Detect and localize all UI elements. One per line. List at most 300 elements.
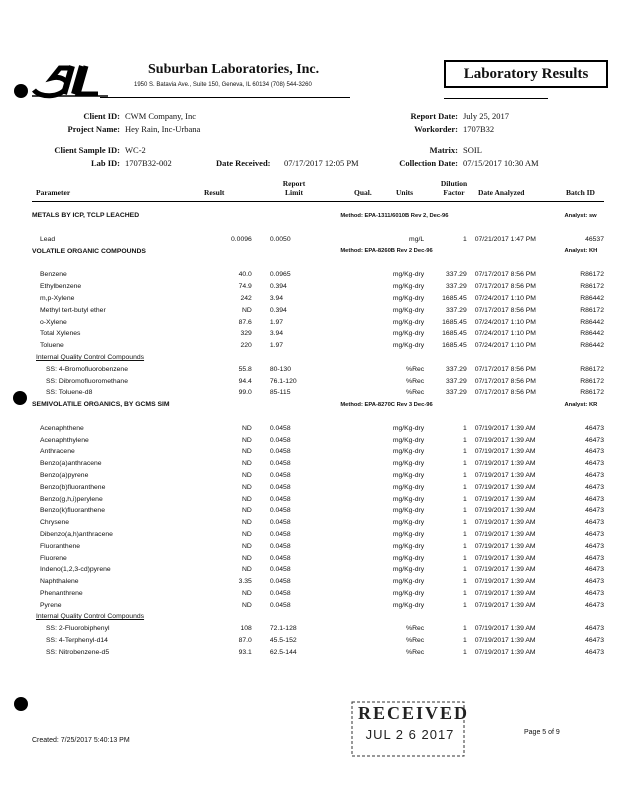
section-analyst: Analyst: sw: [564, 212, 597, 219]
section-name: VOLATILE ORGANIC COMPOUNDS: [32, 247, 146, 255]
qual-cell: [340, 269, 372, 281]
col-qual: Qual.: [354, 188, 372, 197]
qual-cell: [340, 304, 372, 316]
table-row: [32, 576, 604, 588]
lab-name: Suburban Laboratories, Inc.: [148, 62, 320, 77]
parameter-cell: Benzo(a)anthracene: [40, 460, 102, 468]
parameter-cell: Indeno(1,2,3-cd)pyrene: [40, 566, 111, 574]
batch-id-cell: R86442: [580, 342, 604, 350]
date-analyzed-cell: 07/19/2017 1:39 AM: [474, 578, 536, 586]
table-row: [32, 646, 604, 658]
matrix-label: Matrix:: [429, 145, 458, 155]
section-header: [32, 210, 604, 222]
qual-cell: [340, 375, 372, 387]
report-date-value: July 25, 2017: [463, 111, 510, 121]
date-analyzed-cell: 07/19/2017 1:39 AM: [474, 601, 536, 609]
parameter-cell: m,p-Xylene: [40, 294, 75, 302]
batch-id-cell: 46473: [585, 471, 604, 479]
parameter-cell: Benzo(b)fluoranthene: [40, 483, 106, 491]
table-row: [32, 234, 604, 246]
dilution-cell: 1: [462, 648, 467, 656]
date-analyzed-cell: 07/17/2017 8:56 PM: [474, 365, 536, 373]
parameter-cell: Total Xylenes: [40, 330, 81, 338]
dilution-cell: 1: [462, 424, 467, 432]
report-limit-cell: 0.0458: [269, 436, 291, 444]
report-limit-cell: 0.0458: [269, 495, 291, 503]
col-units: Units: [396, 188, 414, 197]
dilution-cell: 1: [462, 460, 467, 468]
parameter-cell: Fluorene: [40, 554, 67, 562]
units-cell: mg/Kg-dry: [392, 530, 425, 538]
section-method: Method: EPA-8260B Rev 2 Dec-96: [340, 248, 433, 255]
date-analyzed-cell: 07/17/2017 8:56 PM: [474, 271, 536, 279]
result-cell: ND: [241, 601, 252, 609]
result-cell: 329: [240, 330, 252, 338]
lab-id-label: Lab ID:: [90, 158, 120, 168]
date-analyzed-cell: 07/21/2017 1:47 PM: [474, 235, 536, 243]
batch-id-cell: R86172: [580, 283, 604, 291]
result-cell: ND: [241, 507, 252, 515]
date-received-value: 07/17/2017 12:05 PM: [284, 158, 359, 168]
col-batch-id: Batch ID: [566, 188, 595, 197]
units-cell: mg/Kg-dry: [392, 318, 425, 326]
parameter-cell: Dibenzo(a,h)anthracene: [40, 530, 113, 538]
header-rule: [32, 201, 604, 202]
result-cell: ND: [241, 554, 252, 562]
parameter-cell: SS: Nitrobenzene-d5: [46, 648, 110, 656]
report-limit-cell: 0.0458: [269, 566, 291, 574]
report-limit-cell: 0.0458: [269, 471, 291, 479]
client-id-value: CWM Company, Inc: [125, 111, 196, 121]
batch-id-cell: 46473: [585, 519, 604, 527]
result-cell: 242: [240, 294, 252, 302]
batch-id-cell: R86442: [580, 318, 604, 326]
report-limit-cell: 0.0458: [269, 507, 291, 515]
table-row: [32, 505, 604, 517]
report-limit-cell: 76.1-120: [269, 377, 297, 385]
table-row: [32, 552, 604, 564]
table-row: [32, 470, 604, 482]
dilution-cell: 337.29: [445, 365, 467, 373]
units-cell: %Rec: [406, 377, 425, 385]
batch-id-cell: R86172: [580, 389, 604, 397]
date-analyzed-cell: 07/19/2017 1:39 AM: [474, 589, 536, 597]
col-date-analyzed: Date Analyzed: [478, 188, 525, 197]
units-cell: mg/Kg-dry: [392, 542, 425, 550]
parameter-cell: Benzo(k)fluoranthene: [40, 507, 105, 515]
date-analyzed-cell: 07/19/2017 1:39 AM: [474, 554, 536, 562]
report-limit-cell: 0.0458: [269, 601, 291, 609]
batch-id-cell: R86442: [580, 330, 604, 338]
batch-id-cell: 46537: [585, 235, 604, 243]
table-row: [32, 328, 604, 340]
dilution-cell: 337.29: [445, 377, 467, 385]
project-name-value: Hey Rain, Inc-Urbana: [125, 124, 201, 134]
lab-logo-icon: [30, 60, 110, 100]
dilution-cell: 1: [462, 637, 467, 645]
batch-id-cell: R86172: [580, 271, 604, 279]
report-limit-cell: 0.0458: [269, 530, 291, 538]
table-row: [32, 517, 604, 529]
section-header: [32, 245, 604, 257]
section-method: Method: EPA-1311/6010B Rev 2, Dec-96: [340, 212, 449, 219]
units-cell: mg/Kg-dry: [392, 601, 425, 609]
qual-cell: [340, 293, 372, 305]
report-limit-cell: 0.0458: [269, 589, 291, 597]
qual-cell: [340, 564, 372, 576]
result-cell: ND: [241, 519, 252, 527]
spacer-cell: [32, 411, 604, 423]
client-sample-id-label: Client Sample ID:: [54, 145, 120, 155]
qual-cell: [340, 623, 372, 635]
client-sample-id-value: WC-2: [125, 145, 146, 155]
table-row: [32, 422, 604, 434]
result-cell: 74.9: [238, 283, 252, 291]
qual-cell: [340, 529, 372, 541]
date-analyzed-cell: 07/19/2017 1:39 AM: [474, 424, 536, 432]
table-row: [32, 316, 604, 328]
dilution-cell: 1: [462, 578, 467, 586]
qual-cell: [340, 552, 372, 564]
qual-cell: [340, 281, 372, 293]
batch-id-cell: 46473: [585, 566, 604, 574]
table-row: [32, 481, 604, 493]
workorder-label: Workorder:: [414, 124, 458, 134]
table-row: [32, 446, 604, 458]
table-row: [32, 540, 604, 552]
report-title: Laboratory Results: [444, 60, 608, 88]
units-cell: mg/Kg-dry: [392, 460, 425, 468]
report-limit-cell: 0.0458: [269, 519, 291, 527]
qual-cell: [340, 481, 372, 493]
project-name-label: Project Name:: [67, 124, 120, 134]
report-limit-cell: 0.0458: [269, 424, 291, 432]
units-cell: mg/Kg-dry: [392, 507, 425, 515]
date-analyzed-cell: 07/24/2017 1:10 PM: [474, 342, 536, 350]
batch-id-cell: R86172: [580, 377, 604, 385]
dilution-cell: 1: [462, 566, 467, 574]
report-limit-cell: 0.0050: [269, 235, 291, 243]
result-cell: ND: [241, 460, 252, 468]
units-cell: mg/Kg-dry: [392, 483, 425, 491]
qual-cell: [340, 470, 372, 482]
report-limit-cell: 72.1-128: [269, 625, 297, 633]
qual-cell: [340, 234, 372, 246]
units-cell: mg/Kg-dry: [392, 342, 425, 350]
units-cell: mg/Kg-dry: [392, 519, 425, 527]
report-limit-cell: 80-130: [269, 365, 291, 373]
result-cell: ND: [241, 306, 252, 314]
date-analyzed-cell: 07/24/2017 1:10 PM: [474, 294, 536, 302]
parameter-cell: Naphthalene: [40, 578, 79, 586]
qual-cell: [340, 646, 372, 658]
qc-label: Internal Quality Control Compounds: [36, 353, 145, 361]
report-date-label: Report Date:: [410, 111, 458, 121]
table-row: [32, 599, 604, 611]
qual-cell: [340, 635, 372, 647]
spacer-row: [32, 411, 604, 423]
dilution-cell: 337.29: [445, 283, 467, 291]
spacer-cell: [32, 222, 604, 234]
result-cell: ND: [241, 424, 252, 432]
units-cell: mg/Kg-dry: [392, 566, 425, 574]
table-row: [32, 623, 604, 635]
collection-date-label: Collection Date:: [399, 158, 458, 168]
parameter-cell: Benzene: [40, 271, 67, 279]
date-analyzed-cell: 07/19/2017 1:39 AM: [474, 637, 536, 645]
dilution-cell: 1: [462, 448, 467, 456]
qual-cell: [340, 588, 372, 600]
result-cell: 93.1: [238, 648, 252, 656]
parameter-cell: Chrysene: [40, 519, 70, 527]
qual-cell: [340, 422, 372, 434]
date-analyzed-cell: 07/19/2017 1:39 AM: [474, 530, 536, 538]
section-name: METALS BY ICP, TCLP LEACHED: [32, 212, 140, 220]
dilution-cell: 1: [462, 436, 467, 444]
units-cell: mg/Kg-dry: [392, 424, 425, 432]
report-limit-cell: 1.97: [269, 318, 284, 326]
batch-id-cell: 46473: [585, 589, 604, 597]
parameter-cell: Toluene: [40, 342, 64, 350]
dilution-cell: 1685.45: [442, 318, 467, 326]
units-cell: mg/Kg-dry: [392, 448, 425, 456]
units-cell: mg/Kg-dry: [392, 294, 425, 302]
qual-cell: [340, 446, 372, 458]
spacer-row: [32, 222, 604, 234]
units-cell: mg/Kg-dry: [392, 271, 425, 279]
table-row: [32, 635, 604, 647]
units-cell: %Rec: [406, 389, 425, 397]
qual-cell: [340, 458, 372, 470]
qual-cell: [340, 434, 372, 446]
date-analyzed-cell: 07/19/2017 1:39 AM: [474, 566, 536, 574]
result-cell: 99.0: [238, 389, 252, 397]
parameter-cell: SS: Dibromofluoromethane: [46, 377, 128, 385]
parameter-cell: Pyrene: [40, 601, 62, 609]
batch-id-cell: 46473: [585, 507, 604, 515]
qual-cell: [340, 505, 372, 517]
table-row: [32, 588, 604, 600]
dilution-cell: 337.29: [445, 389, 467, 397]
date-analyzed-cell: 07/19/2017 1:39 AM: [474, 483, 536, 491]
batch-id-cell: 46473: [585, 530, 604, 538]
result-cell: ND: [241, 542, 252, 550]
section-analyst: Analyst: KR: [564, 401, 598, 408]
table-row: [32, 434, 604, 446]
parameter-cell: SS: 2-Fluorobiphenyl: [46, 625, 110, 633]
report-limit-cell: 62.5-144: [269, 648, 297, 656]
units-cell: mg/Kg-dry: [392, 554, 425, 562]
result-cell: 40.0: [238, 271, 252, 279]
result-cell: 0.0096: [231, 235, 252, 243]
section-analyst: Analyst: KH: [564, 248, 598, 255]
result-cell: 108: [240, 625, 252, 633]
date-analyzed-cell: 07/19/2017 1:39 AM: [474, 542, 536, 550]
lab-address: 1950 S. Batavia Ave., Suite 150, Geneva, IL 60134 (708) 544-3260: [134, 82, 312, 88]
result-cell: ND: [241, 471, 252, 479]
dilution-cell: 1: [462, 519, 467, 527]
date-analyzed-cell: 07/19/2017 1:39 AM: [474, 625, 536, 633]
batch-id-cell: R86442: [580, 294, 604, 302]
result-cell: 3.35: [238, 578, 252, 586]
report-limit-cell: 1.97: [269, 342, 284, 350]
col-result: Result: [204, 188, 225, 197]
dilution-cell: 1685.45: [442, 330, 467, 338]
date-analyzed-cell: 07/24/2017 1:10 PM: [474, 330, 536, 338]
qual-cell: [340, 576, 372, 588]
date-analyzed-cell: 07/19/2017 1:39 AM: [474, 460, 536, 468]
lab-id-value: 1707B32-002: [125, 158, 172, 168]
report-limit-cell: 0.0458: [269, 542, 291, 550]
stamp-date: JUL 2 6 2017: [365, 727, 455, 742]
units-cell: mg/L: [409, 235, 425, 243]
qual-cell: [340, 493, 372, 505]
result-cell: ND: [241, 530, 252, 538]
units-cell: mg/Kg-dry: [392, 578, 425, 586]
spacer-cell: [32, 257, 604, 269]
result-cell: 220: [240, 342, 252, 350]
parameter-cell: Ethylbenzene: [40, 283, 82, 291]
dilution-cell: 1: [462, 471, 467, 479]
units-cell: %Rec: [406, 365, 425, 373]
batch-id-cell: 46473: [585, 483, 604, 491]
result-cell: 87.0: [238, 637, 252, 645]
report-limit-cell: 3.94: [269, 330, 284, 338]
report-limit-cell: 0.0458: [269, 578, 291, 586]
punch-hole-middle: [13, 391, 27, 405]
parameter-cell: Acenaphthene: [40, 424, 84, 432]
table-row: [32, 281, 604, 293]
parameter-cell: Phenanthrene: [40, 589, 83, 597]
date-analyzed-cell: 07/19/2017 1:39 AM: [474, 648, 536, 656]
qual-cell: [340, 328, 372, 340]
result-cell: 94.4: [238, 377, 252, 385]
dilution-cell: 1: [462, 530, 467, 538]
dilution-cell: 1: [462, 542, 467, 550]
parameter-cell: SS: 4-Terphenyl-d14: [46, 637, 108, 645]
result-cell: ND: [241, 589, 252, 597]
units-cell: mg/Kg-dry: [392, 436, 425, 444]
col-parameter: Parameter: [36, 188, 71, 197]
date-analyzed-cell: 07/17/2017 8:56 PM: [474, 389, 536, 397]
parameter-cell: o-Xylene: [40, 318, 67, 326]
parameter-cell: Fluoranthene: [40, 542, 81, 550]
batch-id-cell: 46473: [585, 578, 604, 586]
units-cell: mg/Kg-dry: [392, 283, 425, 291]
result-cell: ND: [241, 448, 252, 456]
table-row: [32, 529, 604, 541]
batch-id-cell: R86172: [580, 365, 604, 373]
qc-label: Internal Quality Control Compounds: [36, 613, 145, 621]
page-number: Page 5 of 9: [524, 729, 560, 736]
spacer-row: [32, 257, 604, 269]
col-dilution-factor: Dilution Factor: [440, 179, 468, 197]
dilution-cell: 1: [462, 589, 467, 597]
report-limit-cell: 0.394: [269, 283, 287, 291]
section-header: [32, 399, 604, 411]
dilution-cell: 1: [462, 495, 467, 503]
batch-id-cell: 46473: [585, 542, 604, 550]
table-row: [32, 363, 604, 375]
date-analyzed-cell: 07/19/2017 1:39 AM: [474, 507, 536, 515]
dilution-cell: 1685.45: [442, 294, 467, 302]
dilution-cell: 337.29: [445, 271, 467, 279]
units-cell: %Rec: [406, 625, 425, 633]
collection-date-value: 07/15/2017 10:30 AM: [463, 158, 539, 168]
section-name: SEMIVOLATILE ORGANICS, BY GCMS SIM: [32, 401, 170, 409]
table-row: [32, 387, 604, 399]
date-analyzed-cell: 07/24/2017 1:10 PM: [474, 318, 536, 326]
report-limit-cell: 0.0458: [269, 460, 291, 468]
parameter-cell: SS: 4-Bromofluorobenzene: [46, 365, 128, 373]
batch-id-cell: 46473: [585, 637, 604, 645]
table-row: [32, 269, 604, 281]
batch-id-cell: 46473: [585, 601, 604, 609]
qual-cell: [340, 340, 372, 352]
units-cell: %Rec: [406, 648, 425, 656]
matrix-value: SOIL: [463, 145, 482, 155]
report-limit-cell: 0.0458: [269, 483, 291, 491]
qual-cell: [340, 387, 372, 399]
units-cell: mg/Kg-dry: [392, 330, 425, 338]
qual-cell: [340, 316, 372, 328]
batch-id-cell: 46473: [585, 625, 604, 633]
table-row: [32, 304, 604, 316]
report-limit-cell: 0.0458: [269, 448, 291, 456]
batch-id-cell: 46473: [585, 648, 604, 656]
dilution-cell: 337.29: [445, 306, 467, 314]
date-analyzed-cell: 07/19/2017 1:39 AM: [474, 436, 536, 444]
dilution-cell: 1: [462, 235, 467, 243]
units-cell: mg/Kg-dry: [392, 306, 425, 314]
result-cell: ND: [241, 495, 252, 503]
batch-id-cell: 46473: [585, 495, 604, 503]
dilution-cell: 1685.45: [442, 342, 467, 350]
table-row: [32, 458, 604, 470]
units-cell: mg/Kg-dry: [392, 471, 425, 479]
result-cell: ND: [241, 483, 252, 491]
parameter-cell: Benzo(a)pyrene: [40, 471, 89, 479]
batch-id-cell: 46473: [585, 448, 604, 456]
units-cell: mg/Kg-dry: [392, 495, 425, 503]
result-cell: ND: [241, 566, 252, 574]
batch-id-cell: 46473: [585, 436, 604, 444]
date-analyzed-cell: 07/17/2017 8:56 PM: [474, 283, 536, 291]
units-cell: %Rec: [406, 637, 425, 645]
table-row: [32, 564, 604, 576]
table-row: [32, 340, 604, 352]
dilution-cell: 1: [462, 554, 467, 562]
parameter-cell: Lead: [40, 235, 56, 243]
qual-cell: [340, 540, 372, 552]
parameter-cell: Benzo(g,h,i)perylene: [40, 495, 103, 503]
date-analyzed-cell: 07/17/2017 8:56 PM: [474, 306, 536, 314]
result-cell: 55.8: [238, 365, 252, 373]
report-limit-cell: 0.0965: [269, 271, 291, 279]
date-analyzed-cell: 07/19/2017 1:39 AM: [474, 448, 536, 456]
report-limit-cell: 85-115: [269, 389, 291, 397]
dilution-cell: 1: [462, 507, 467, 515]
report-limit-cell: 45.5-152: [269, 637, 297, 645]
qual-cell: [340, 517, 372, 529]
batch-id-cell: R86172: [580, 306, 604, 314]
date-analyzed-cell: 07/19/2017 1:39 AM: [474, 495, 536, 503]
dilution-cell: 1: [462, 483, 467, 491]
qc-subheader: [32, 611, 604, 623]
qual-cell: [340, 599, 372, 611]
dilution-cell: 1: [462, 601, 467, 609]
date-analyzed-cell: 07/17/2017 8:56 PM: [474, 377, 536, 385]
